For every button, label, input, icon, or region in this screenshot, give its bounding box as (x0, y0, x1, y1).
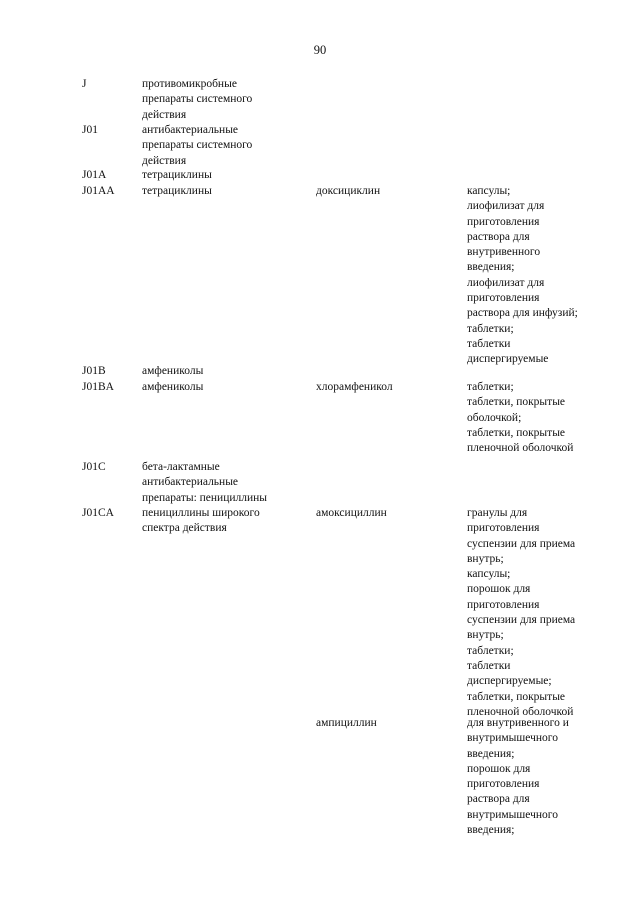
atc-group-name (142, 364, 312, 379)
group-line: спектра действия (142, 522, 227, 535)
group-line: антибактериальные (142, 124, 239, 136)
dosage-form-line: таблетки, покрытые (467, 690, 566, 703)
group-line: препараты: пенициллины (142, 491, 268, 504)
dosage-form-line: пленочной оболочкой (467, 705, 574, 718)
dosage-form-line: для внутривенного и (467, 717, 569, 729)
group-line: действия (142, 108, 187, 121)
dosage-form-line: приготовления (467, 598, 540, 611)
dosage-form-line: таблетки; (467, 644, 514, 657)
dosage-form-line: внутримышечного (467, 732, 558, 745)
drug-name: амоксициллин (316, 507, 387, 519)
dosage-form-line: раствора для (467, 230, 530, 243)
dosage-form-line: таблетки; (467, 381, 514, 393)
dosage-forms (467, 184, 627, 368)
group-line: препараты системного (142, 93, 253, 106)
atc-group-name (142, 77, 312, 123)
dosage-form-line: гранулы для (467, 507, 528, 519)
dosage-form-line: раствора для инфузий; (467, 307, 578, 320)
dosage-form-line: таблетки, покрытые (467, 426, 566, 439)
atc-group-name (142, 506, 312, 537)
group-line: амфениколы (142, 365, 204, 377)
page-number: 90 (313, 43, 327, 57)
dosage-form-line: таблетки (467, 337, 511, 350)
atc-group-name (142, 168, 312, 183)
dosage-form-line: порошок для (467, 762, 531, 775)
dosage-form-line: таблетки (467, 659, 511, 672)
drug-name: ампициллин (316, 717, 377, 729)
group-line: тетрациклины (142, 169, 212, 181)
dosage-form-line: приготовления (467, 215, 540, 228)
atc-code: J01AA (82, 185, 115, 197)
dosage-form-line: пленочной оболочкой (467, 442, 574, 455)
dosage-form-line: внутрь; (467, 552, 504, 565)
dosage-forms (467, 716, 627, 838)
dosage-form-line: капсулы; (467, 185, 511, 197)
dosage-form-line: введения; (467, 824, 515, 837)
dosage-form-line: внутримышечного (467, 808, 558, 821)
dosage-form-line: раствора для (467, 793, 530, 806)
dosage-form-line: приготовления (467, 292, 540, 305)
dosage-form-line: введения; (467, 261, 515, 274)
dosage-form-line: порошок для (467, 583, 531, 596)
dosage-form-line: суспензии для приема (467, 537, 576, 550)
atc-code: J01A (82, 169, 107, 181)
dosage-form-line: таблетки, покрытые (467, 396, 566, 409)
atc-code: J01BA (82, 381, 114, 393)
dosage-form-line: внутрь; (467, 629, 504, 642)
dosage-forms (467, 380, 627, 456)
dosage-form-line: приготовления (467, 778, 540, 791)
atc-group-name (142, 184, 312, 199)
group-line: препараты системного (142, 139, 253, 152)
atc-code: J01 (82, 124, 98, 136)
atc-group-name (142, 380, 312, 395)
dosage-form-line: введения; (467, 747, 515, 760)
group-line: действия (142, 154, 187, 167)
dosage-form-line: оболочкой; (467, 411, 522, 424)
group-line: тетрациклины (142, 185, 212, 197)
atc-code: J01C (82, 461, 106, 473)
dosage-form-line: лиофилизат для (467, 276, 545, 289)
drug-name: хлорамфеникол (316, 381, 393, 393)
atc-code: J01B (82, 365, 106, 377)
drug-name: доксициклин (316, 185, 381, 197)
dosage-form-line: суспензии для приема (467, 614, 576, 627)
atc-code: J (82, 78, 87, 90)
dosage-forms (467, 506, 627, 720)
dosage-form-line: диспергируемые (467, 353, 549, 366)
group-line: антибактериальные (142, 476, 239, 489)
group-line: пенициллины широкого (142, 507, 260, 519)
atc-group-name (142, 460, 312, 506)
dosage-form-line: приготовления (467, 522, 540, 535)
group-line: амфениколы (142, 381, 204, 393)
group-line: противомикробные (142, 78, 237, 90)
dosage-form-line: диспергируемые; (467, 675, 552, 688)
dosage-form-line: капсулы; (467, 568, 511, 581)
dosage-form-line: таблетки; (467, 322, 514, 335)
group-line: бета-лактамные (142, 461, 220, 473)
dosage-form-line: внутривенного (467, 246, 541, 259)
atc-group-name (142, 123, 312, 169)
atc-code: J01CA (82, 507, 114, 519)
dosage-form-line: лиофилизат для (467, 200, 545, 213)
